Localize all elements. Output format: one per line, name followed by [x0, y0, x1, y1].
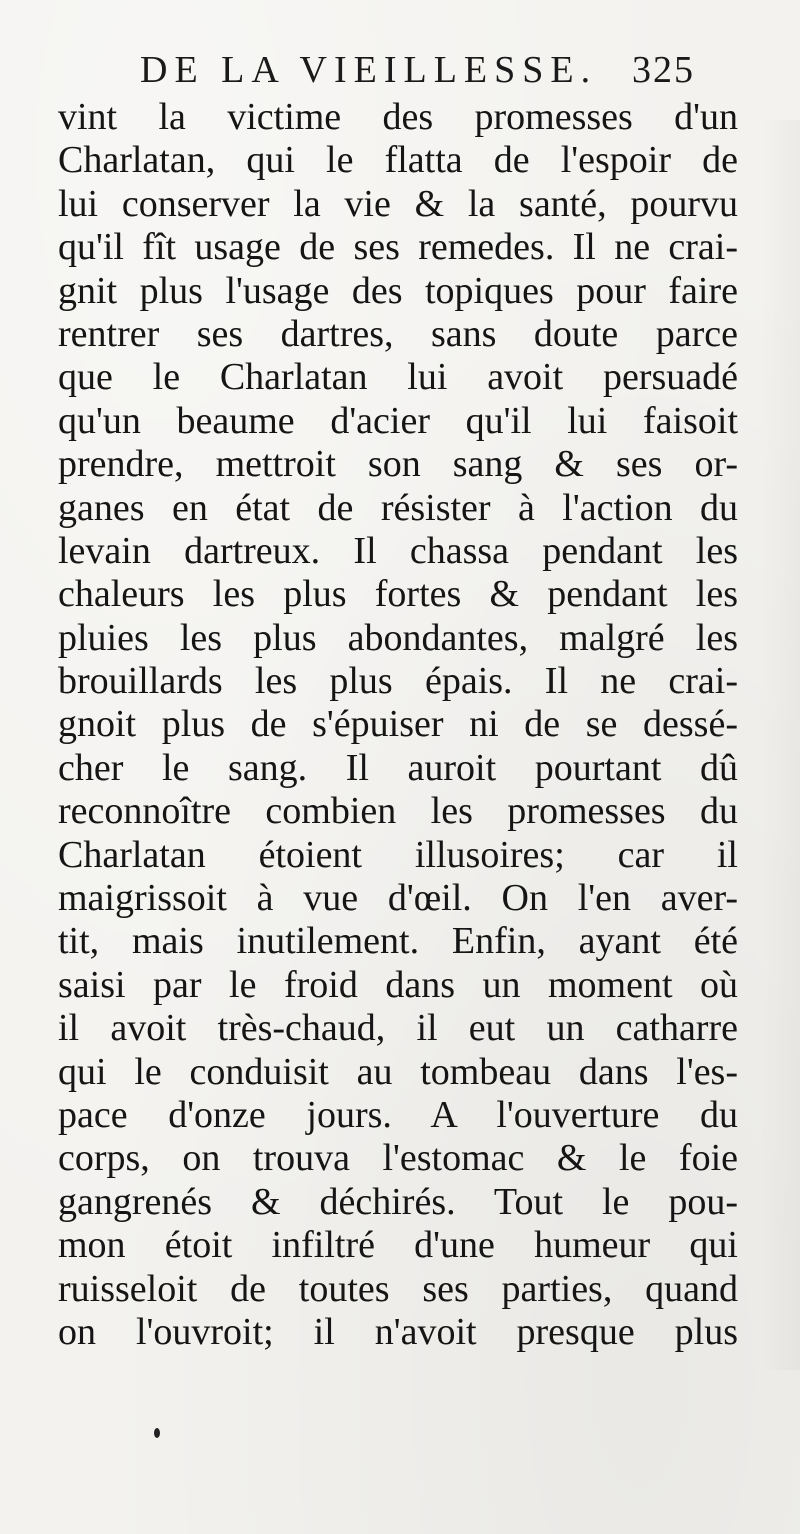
page-header: [0, 44, 800, 94]
text-line: lui conserver la vie & la santé, pourvu: [58, 182, 738, 225]
text-line: rentrer ses dartres, sans doute parce: [58, 312, 738, 355]
text-line: on l'ouvroit; il n'avoit presque plus: [58, 1310, 738, 1353]
text-line: vint la victime des promesses d'un: [58, 96, 738, 138]
running-head: DE LA VIEILLESSE.: [140, 49, 598, 91]
page-number: 325: [632, 49, 695, 91]
text-line: il avoit très-chaud, il eut un catharre: [58, 1007, 738, 1050]
body-text: [58, 96, 738, 1354]
text-line: brouillards les plus épais. Il ne crai-: [58, 660, 738, 703]
text-line: qui le conduisit au tombeau dans l'es-: [58, 1050, 738, 1093]
text-line: saisi par le froid dans un moment où: [58, 963, 738, 1006]
text-line: gnoit plus de s'épuiser ni de se dessé-: [58, 703, 738, 746]
text-line: qu'il fît usage de ses remedes. Il ne crai-: [58, 226, 738, 269]
text-line: gangrenés & déchirés. Tout le pou-: [58, 1180, 738, 1223]
text-line: cher le sang. Il auroit pourtant dû: [58, 746, 738, 789]
text-line: pluies les plus abondantes, malgré les: [58, 616, 738, 659]
text-line: gnit plus l'usage des topiques pour faire: [58, 269, 738, 312]
text-line: tit, mais inutilement. Enfin, ayant été: [58, 920, 738, 963]
ink-speck: [154, 1428, 160, 1438]
show-through-shadow: [760, 120, 800, 1370]
text-line: ruisseloit de toutes ses parties, quand: [58, 1267, 738, 1310]
text-line: pace d'onze jours. A l'ouverture du: [58, 1093, 738, 1136]
text-line: Charlatan, qui le flatta de l'espoir de: [58, 139, 738, 182]
text-line: chaleurs les plus fortes & pendant les: [58, 573, 738, 616]
text-line: maigrissoit à vue d'œil. On l'en aver-: [58, 877, 738, 920]
text-line: levain dartreux. Il chassa pendant les: [58, 529, 738, 572]
text-line: corps, on trouva l'estomac & le foie: [58, 1137, 738, 1180]
text-line: ganes en état de résister à l'action du: [58, 486, 738, 529]
text-line: reconnoître combien les promesses du: [58, 790, 738, 833]
text-line: mon étoit infiltré d'une humeur qui: [58, 1224, 738, 1267]
text-line: que le Charlatan lui avoit persuadé: [58, 356, 738, 399]
text-line: qu'un beaume d'acier qu'il lui faisoit: [58, 399, 738, 442]
text-line: prendre, mettroit son sang & ses or-: [58, 443, 738, 486]
text-line: Charlatan étoient illusoires; car il: [58, 833, 738, 876]
